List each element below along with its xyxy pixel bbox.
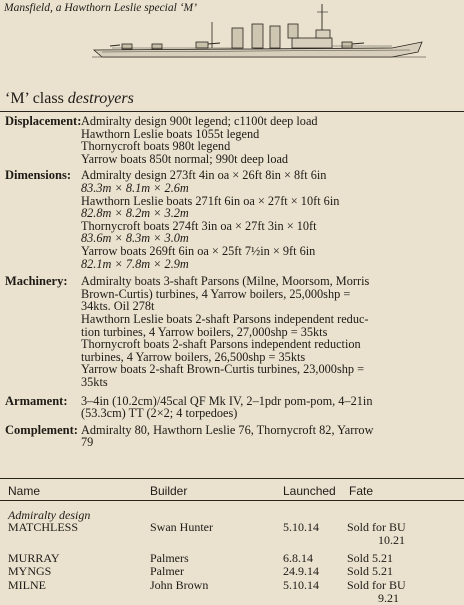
cell-fate-date: 10.21	[378, 533, 405, 547]
caption-ship-name: Mansfield	[4, 2, 50, 14]
spec-line: (53.3cm) TT (2×2; 4 torpedoes)	[81, 406, 238, 421]
spec-line: 82.8m × 8.2m × 3.2m	[81, 206, 189, 221]
spec-line: Admiralty design 900t legend; c1100t deep load	[81, 114, 318, 128]
spec-dimensions	[5, 169, 463, 270]
caption-text: , a Hawthorn Leslie special ‘M’	[50, 2, 197, 14]
cell-fate: Sold for BU	[347, 578, 406, 592]
title-italic: destroyers	[67, 90, 134, 107]
group-label: Admiralty design	[8, 508, 91, 522]
spec-line: Hawthorn Leslie boats 2-shaft Parsons independent reduc-	[81, 311, 369, 326]
spec-line: Admiralty boats 3-shaft Parsons (Milne, Moorsom, Morris	[81, 274, 370, 289]
cell-name: MILNE	[8, 578, 46, 592]
cell-name: MYNGS	[8, 564, 52, 578]
spec-label: Complement:	[5, 422, 78, 437]
spec-label: Displacement:	[5, 114, 82, 128]
header-name: Name	[8, 484, 41, 498]
spec-label: Dimensions:	[5, 168, 71, 183]
spec-line: Admiralty design 273ft 4in oa × 26ft 8in × 8ft 6in	[81, 168, 327, 183]
cell-fate: Sold for BU	[347, 520, 406, 534]
spec-line: 34kts. Oil 278t	[81, 299, 155, 314]
spec-line: Yarrow boats 850t normal; 990t deep load	[81, 151, 289, 166]
spec-line: tion turbines, 4 Yarrow boilers, 27,000shp = 35kts	[81, 324, 328, 339]
spec-line: turbines, 4 Yarrow boilers, 26,500shp = 35kts	[81, 349, 306, 364]
header-launched: Launched	[283, 484, 336, 498]
cell-builder: Palmer	[150, 564, 184, 578]
cell-fate-date: 9.21	[378, 591, 399, 605]
cell-launched: 5.10.14	[283, 578, 319, 592]
spec-line: 83.3m × 8.1m × 2.6m	[81, 180, 189, 195]
header-fate: Fate	[349, 484, 374, 498]
spec-complement	[5, 424, 463, 449]
spec-line: Hawthorn Leslie boats 271ft 6in oa × 27ft × 10ft 6in	[81, 193, 340, 208]
spec-value	[81, 395, 463, 420]
spec-value	[81, 115, 463, 165]
cell-builder: Swan Hunter	[150, 520, 213, 534]
ship-profile-drawing	[92, 2, 428, 64]
spec-displacement	[5, 115, 463, 165]
table-header-rule	[0, 500, 464, 501]
cell-builder: John Brown	[150, 578, 209, 592]
title-rule	[0, 111, 464, 112]
spec-line: Thornycroft boats 2-shaft Parsons independent reduction	[81, 337, 361, 352]
spec-line: Brown-Curtis) turbines, 4 Yarrow boilers, 25,000shp =	[81, 286, 351, 301]
spec-value	[81, 275, 463, 388]
spec-value	[81, 424, 463, 449]
cell-launched: 6.8.14	[283, 551, 313, 565]
cell-builder: Palmers	[150, 551, 189, 565]
spec-line: 79	[81, 435, 94, 450]
table-top-rule	[0, 478, 464, 479]
cell-launched: 5.10.14	[283, 520, 319, 534]
cell-fate: Sold 5.21	[347, 551, 394, 565]
spec-line: Yarrow boats 269ft 6in oa × 25ft 7½in × 9ft 6in	[81, 243, 316, 258]
spec-line: Hawthorn Leslie boats 1055t legend	[81, 126, 260, 141]
spec-label: Machinery:	[5, 274, 68, 289]
spec-line: Thornycroft boats 274ft 3in oa × 27ft 3in × 10ft	[81, 218, 317, 233]
section-title	[5, 90, 134, 108]
spec-line: 35kts	[81, 374, 108, 389]
spec-line: 82.1m × 7.8m × 2.9m	[81, 256, 189, 271]
cell-name: MATCHLESS	[8, 520, 79, 534]
spec-value	[81, 169, 463, 270]
cell-launched: 24.9.14	[283, 564, 319, 578]
header-builder: Builder	[150, 484, 188, 498]
spec-line: 3–4in (10.2cm)/45cal QF Mk IV, 2–1pdr pom-pom, 4–21in	[81, 393, 373, 408]
spec-label: Armament:	[5, 393, 68, 408]
spec-armament	[5, 395, 463, 420]
title-prefix: ‘M’ class	[5, 90, 68, 107]
spec-line: 83.6m × 8.3m × 3.0m	[81, 231, 189, 246]
spec-machinery	[5, 275, 463, 388]
cell-fate: Sold 5.21	[347, 564, 394, 578]
cell-name: MURRAY	[8, 551, 60, 565]
spec-line: Admiralty 80, Hawthorn Leslie 76, Thornycroft 82, Yarrow	[81, 422, 374, 437]
spec-line: Thornycroft boats 980t legend	[81, 139, 231, 154]
spec-line: Yarrow boats 2-shaft Brown-Curtis turbines, 23,000shp =	[81, 362, 365, 377]
